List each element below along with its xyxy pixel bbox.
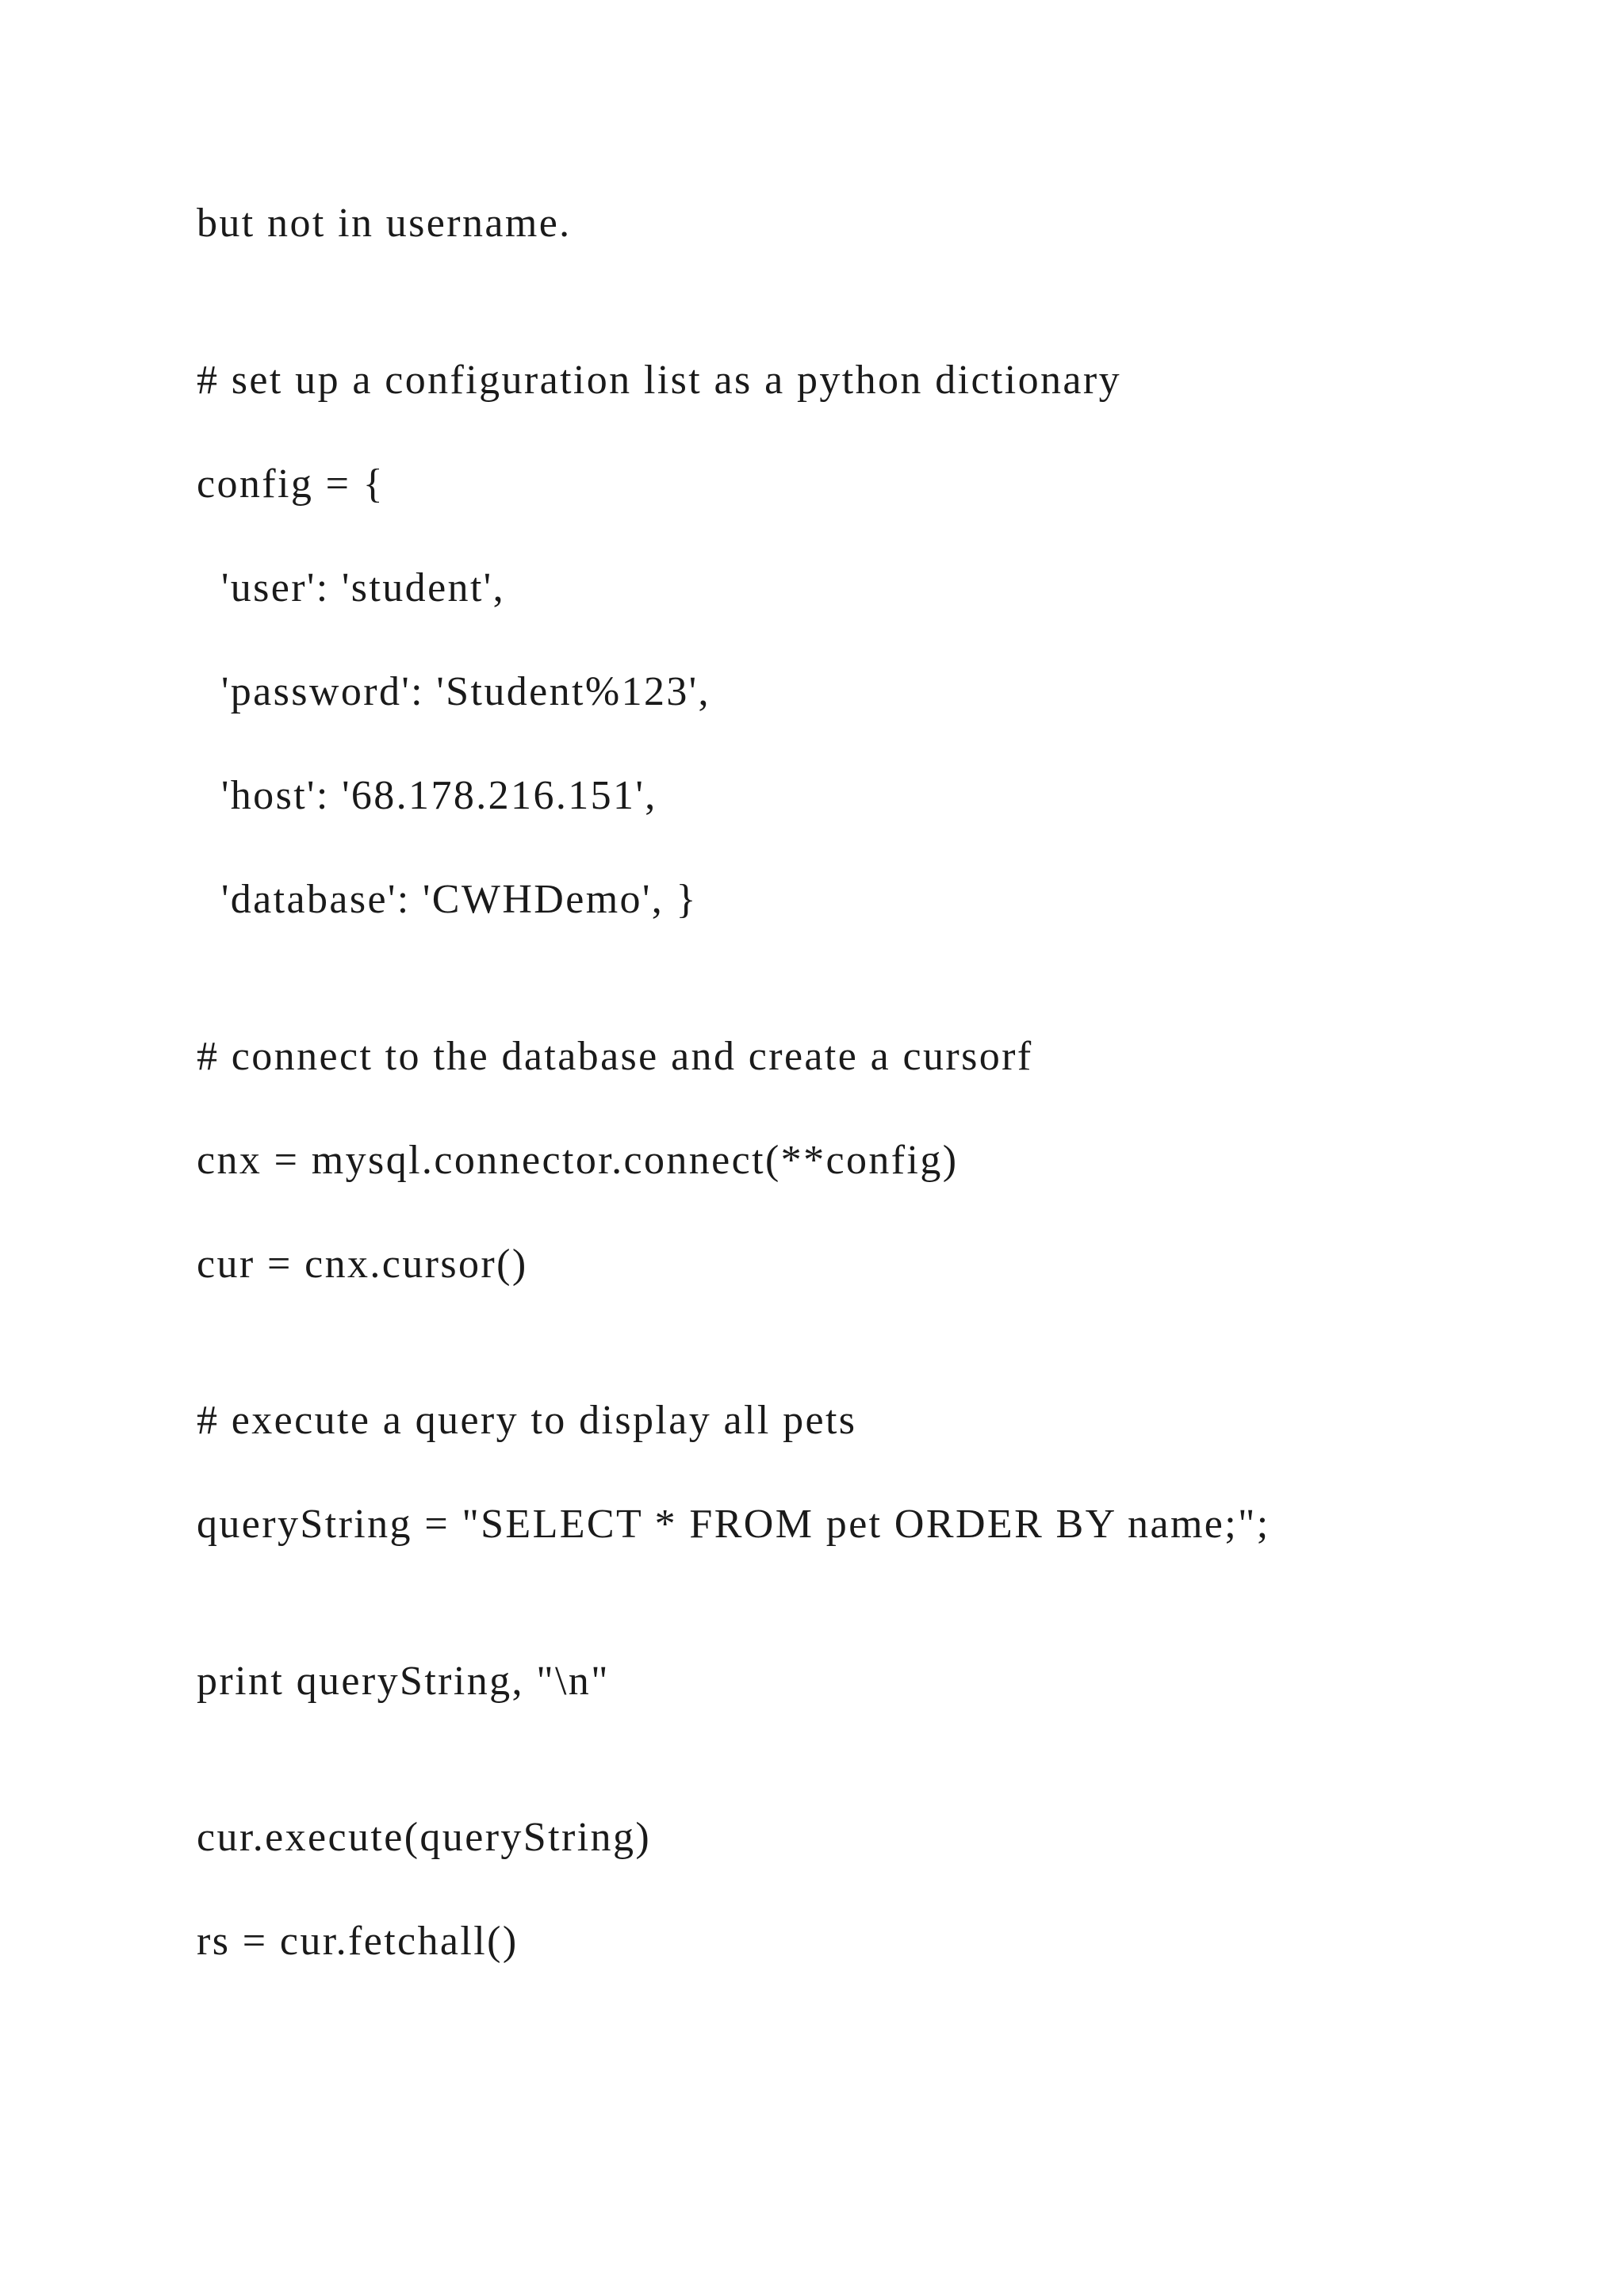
code-line: queryString = "SELECT * FROM pet ORDER BY name;"; (197, 1502, 1270, 1547)
code-comment: # connect to the database and create a cursorf (197, 1034, 1033, 1079)
code-line: cur.execute(queryString) (197, 1815, 652, 1860)
code-line: 'password': 'Student%123', (221, 669, 710, 714)
code-comment: # set up a configuration list as a python dictionary (197, 358, 1122, 403)
code-line: rs = cur.fetchall() (197, 1919, 519, 1964)
code-line: 'database': 'CWHDemo', } (221, 877, 698, 922)
code-line: cur = cnx.cursor() (197, 1242, 528, 1287)
code-line: print queryString, "\n" (197, 1659, 610, 1704)
code-line: 'user': 'student', (221, 565, 505, 610)
code-comment: # execute a query to display all pets (197, 1398, 857, 1443)
code-line: config = { (197, 461, 385, 507)
text-line: but not in username. (197, 201, 572, 246)
code-line: 'host': '68.178.216.151', (221, 773, 657, 818)
code-line: cnx = mysql.connector.connect(**config) (197, 1138, 959, 1183)
